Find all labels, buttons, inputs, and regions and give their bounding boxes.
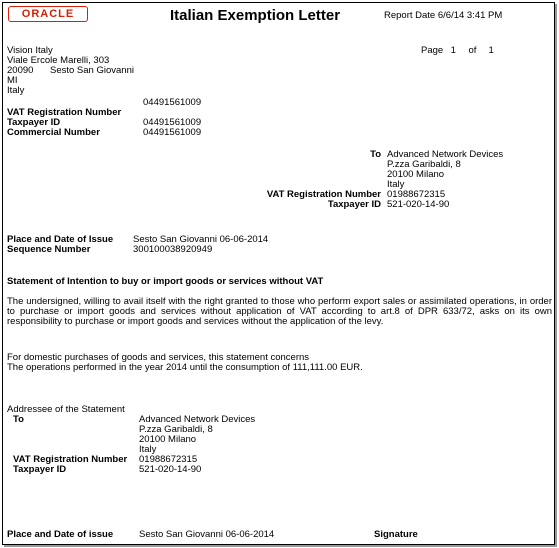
page-number: 1 [450,45,456,56]
company-postal: 20090 [7,65,34,76]
domestic-line-1: For domestic purchases of goods and services, this statement concerns [7,352,310,363]
company-vat-label: VAT Registration Number [7,107,122,118]
page-total: 1 [488,45,494,56]
letter-page [2,2,555,545]
company-name: Vision Italy [7,45,53,56]
addressee-name: Advanced Network Devices [139,414,256,425]
recipient-vat-label: VAT Registration Number [266,189,381,200]
signature-label: Signature [374,529,418,540]
issue-place-value: Sesto San Giovanni 06-06-2014 [133,234,269,245]
page-label: Page [421,45,444,56]
recipient-city: 20100 Milano [387,169,445,180]
company-street: Viale Ercole Marelli, 303 [7,55,110,66]
recipient-to-label: To [370,149,381,160]
oracle-logo: ORACLE [8,6,88,22]
issue-place-label: Place and Date of Issue [7,234,114,245]
recipient-taxpayer-value: 521-020-14-90 [387,199,450,210]
page-title: Italian Exemption Letter [170,7,341,24]
addressee-country: Italy [139,444,157,455]
recipient-street: P.zza Garibaldi, 8 [387,159,461,170]
addressee-taxpayer-label: Taxpayer ID [13,464,67,475]
page-of-label: of [468,45,477,56]
addressee-street: P.zza Garibaldi, 8 [139,424,213,435]
company-commercial-label: Commercial Number [7,127,100,138]
addressee-vat-value: 01988672315 [139,454,198,465]
company-taxpayer-value: 04491561009 [143,117,202,128]
recipient-name: Advanced Network Devices [387,149,504,160]
company-extra-number: 04491561009 [143,97,202,108]
page-indicator [421,46,498,56]
addressee-vat-label: VAT Registration Number [13,454,128,465]
addressee-taxpayer-value: 521-020-14-90 [139,464,202,475]
recipient-vat-value: 01988672315 [387,189,446,200]
addressee-to-label: To [13,414,24,425]
company-country: Italy [7,85,25,96]
recipient-country: Italy [387,179,405,190]
statement-body: The undersigned, willing to avail itself with the right granted to those who perform export sales or assimilated operations, in order to purchase or import goods and services without application of VAT according to art.8 of DPR 633/72, asks on its own responsibility to purchase or import goods and services without the application of the levy. [7,296,552,327]
company-commercial-value: 04491561009 [143,127,202,138]
domestic-line-2: The operations performed in the year 2014 until the consumption of 111,111.00 EUR. [7,362,363,373]
addressee-heading: Addressee of the Statement [7,404,125,415]
footer-place-label: Place and Date of issue [7,529,114,540]
sequence-value: 300100038920949 [133,244,213,255]
addressee-city: 20100 Milano [139,434,197,445]
company-city: Sesto San Giovanni [50,65,134,76]
report-date: Report Date 6/6/14 3:41 PM [384,10,503,21]
statement-heading: Statement of Intention to buy or import goods or services without VAT [7,276,324,287]
recipient-taxpayer-label: Taxpayer ID [327,199,381,210]
company-province: MI [7,75,18,86]
sequence-label: Sequence Number [7,244,91,255]
footer-place-value: Sesto San Giovanni 06-06-2014 [139,529,275,540]
company-taxpayer-label: Taxpayer ID [7,117,61,128]
